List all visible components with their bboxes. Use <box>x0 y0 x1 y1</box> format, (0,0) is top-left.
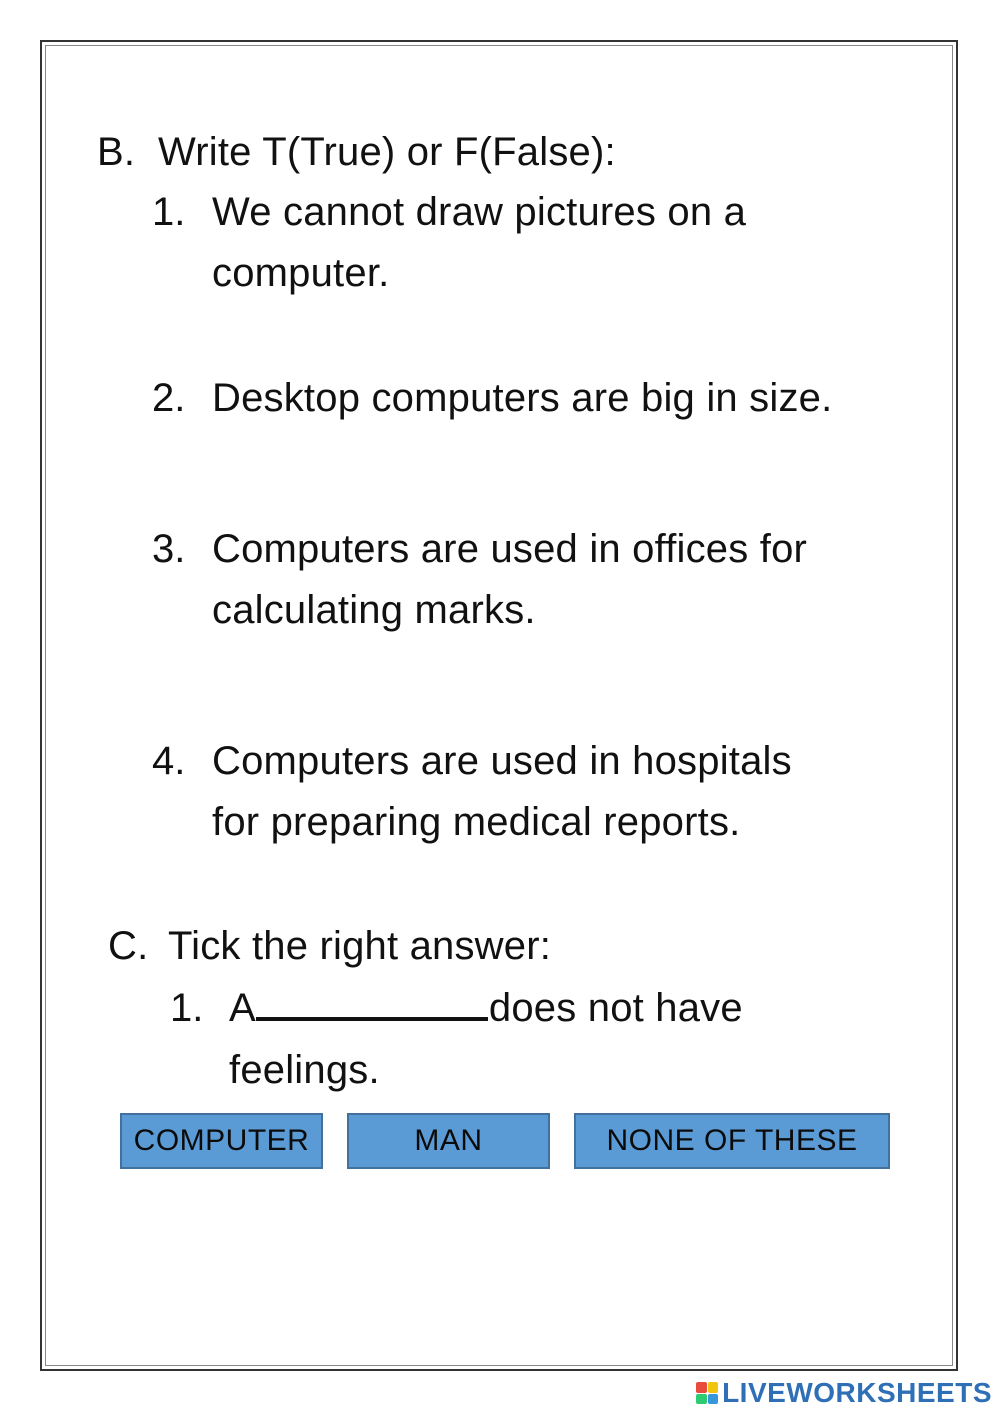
worksheet-frame <box>40 40 958 1371</box>
liveworksheets-brand <box>696 1379 992 1407</box>
c-question-1-prefix: A <box>229 986 256 1030</box>
liveworksheets-logo-icon <box>696 1382 718 1404</box>
section-c-marker: C. <box>108 924 149 968</box>
section-b-marker: B. <box>97 130 136 174</box>
b-item-3-number: 3. <box>152 527 186 571</box>
option-none-of-these-label: NONE OF THESE <box>606 1124 858 1157</box>
b-item-4-line-1: Computers are used in hospitals <box>212 739 792 783</box>
option-man-label: MAN <box>414 1124 483 1157</box>
section-b-heading: Write T(True) or F(False): <box>158 130 616 174</box>
answer-blank[interactable] <box>256 989 488 1021</box>
c-question-1-suffix: does not have <box>488 986 743 1030</box>
b-item-1-line-1: We cannot draw pictures on a <box>212 190 747 234</box>
liveworksheets-wordmark: LIVEWORKSHEETS <box>722 1377 992 1408</box>
option-computer-label: COMPUTER <box>133 1124 310 1157</box>
b-item-1-number: 1. <box>152 190 186 234</box>
b-item-2-number: 2. <box>152 376 186 420</box>
option-none-of-these-button[interactable] <box>574 1113 890 1169</box>
b-item-3-line-1: Computers are used in offices for <box>212 527 808 571</box>
option-computer-button[interactable] <box>120 1113 323 1169</box>
section-c-heading: Tick the right answer: <box>168 924 552 968</box>
b-item-2-line-1: Desktop computers are big in size. <box>212 376 833 420</box>
b-item-3-line-2: calculating marks. <box>212 588 536 632</box>
c-question-1-line-2: feelings. <box>229 1048 380 1092</box>
b-item-4-line-2: for preparing medical reports. <box>212 800 741 844</box>
c-question-1-line-1 <box>229 984 743 1032</box>
b-item-1-line-2: computer. <box>212 251 390 295</box>
c-question-1-number: 1. <box>170 986 204 1030</box>
option-man-button[interactable] <box>347 1113 550 1169</box>
b-item-4-number: 4. <box>152 739 186 783</box>
